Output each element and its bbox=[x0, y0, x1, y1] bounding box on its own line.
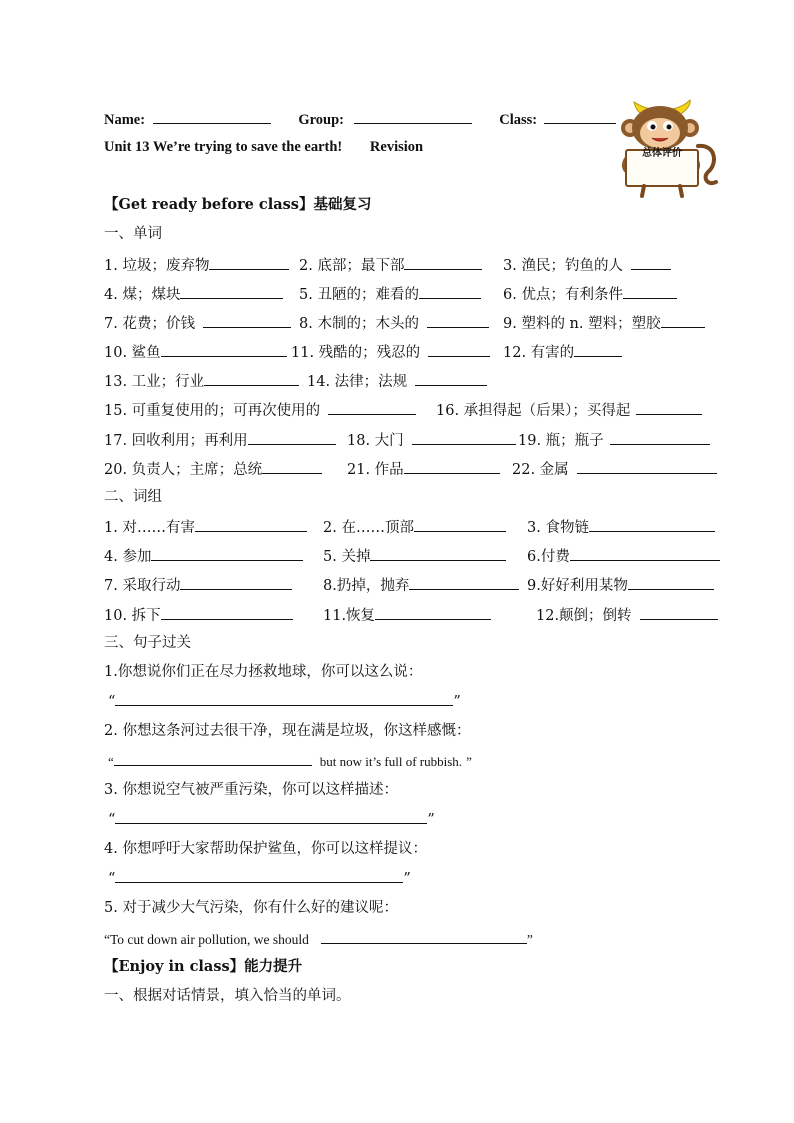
word-prompt: 2. 底部；最下部 bbox=[299, 258, 405, 274]
open-quote: “ bbox=[108, 754, 114, 769]
answer-blank[interactable] bbox=[248, 429, 336, 445]
word-item bbox=[104, 429, 336, 451]
word-prompt: 10. 鲨鱼 bbox=[104, 345, 161, 361]
word-prompt: 14. 法律；法规 bbox=[307, 374, 408, 390]
word-item bbox=[503, 341, 622, 363]
answer-blank[interactable] bbox=[636, 399, 702, 415]
part-title-sentences: 三、句子过关 bbox=[104, 635, 191, 651]
sentence-prompt: 2. 你想这条河过去很干净，现在满是垃圾，你这样感慨： bbox=[104, 723, 471, 739]
word-prompt: 3. 渔民；钓鱼的人 bbox=[503, 258, 623, 274]
answer-blank[interactable] bbox=[577, 458, 717, 474]
phrase-prompt: 8.扔掉，抛弃 bbox=[323, 578, 410, 594]
word-prompt: 13. 工业；行业 bbox=[104, 374, 205, 390]
open-quote: “ bbox=[108, 694, 116, 710]
word-item bbox=[104, 341, 287, 363]
phrase-item bbox=[527, 574, 714, 596]
student-info-row bbox=[104, 108, 616, 130]
phrase-prompt: 4. 参加 bbox=[104, 549, 152, 565]
answer-blank[interactable] bbox=[415, 370, 487, 386]
answer-blank[interactable] bbox=[161, 341, 287, 357]
phrase-prompt: 7. 采取行动 bbox=[104, 578, 181, 594]
answer-blank[interactable] bbox=[661, 312, 705, 328]
answer-blank[interactable] bbox=[151, 545, 303, 561]
word-prompt: 5. 丑陋的；难看的 bbox=[299, 287, 419, 303]
phrase-item bbox=[104, 516, 307, 538]
word-item bbox=[104, 370, 299, 392]
answer-blank[interactable] bbox=[631, 254, 671, 270]
close-quote: ” bbox=[403, 871, 411, 887]
sentence-answer-row bbox=[108, 808, 435, 830]
answer-blank[interactable] bbox=[404, 254, 482, 270]
sentence-fixed-text: “To cut down air pollution, we should bbox=[104, 932, 309, 947]
phrase-item bbox=[323, 545, 506, 567]
word-item bbox=[299, 283, 481, 305]
word-item bbox=[503, 254, 671, 276]
section-title-get-ready: 【Get ready before class】基础复习 bbox=[104, 196, 372, 213]
sentence-fixed-text: but now it’s full of rubbish. bbox=[319, 754, 463, 769]
word-item bbox=[512, 458, 717, 480]
sentence-answer-row bbox=[104, 928, 533, 950]
revision-label: Revision bbox=[369, 139, 424, 155]
word-prompt: 21. 作品 bbox=[347, 462, 404, 478]
word-prompt: 11. 残酷的；残忍的 bbox=[291, 345, 421, 361]
answer-blank[interactable] bbox=[409, 574, 519, 590]
answer-blank[interactable] bbox=[574, 341, 622, 357]
answer-blank[interactable] bbox=[610, 429, 710, 445]
word-prompt: 19. 瓶；瓶子 bbox=[518, 433, 604, 449]
word-prompt: 12. 有害的 bbox=[503, 345, 575, 361]
name-field[interactable] bbox=[153, 108, 271, 124]
part-title-words: 一、单词 bbox=[104, 226, 162, 242]
part-title-fill-words: 一、根据对话情景，填入恰当的单词。 bbox=[104, 988, 351, 1004]
phrase-prompt: 5. 关掉 bbox=[323, 549, 371, 565]
answer-blank[interactable] bbox=[209, 254, 289, 270]
word-prompt: 7. 花费；价钱 bbox=[104, 316, 195, 332]
answer-blank[interactable] bbox=[180, 283, 283, 299]
sentence-prompt: 1.你想说你们正在尽力拯救地球，你可以这么说： bbox=[104, 664, 423, 680]
answer-blank[interactable] bbox=[203, 312, 291, 328]
phrase-prompt: 2. 在……顶部 bbox=[323, 520, 414, 536]
answer-blank[interactable] bbox=[428, 341, 490, 357]
close-quote: ” bbox=[453, 694, 461, 710]
answer-blank[interactable] bbox=[370, 545, 506, 561]
answer-blank[interactable] bbox=[640, 604, 718, 620]
phrase-prompt: 9.好好利用某物 bbox=[527, 578, 628, 594]
answer-blank[interactable] bbox=[589, 516, 715, 532]
answer-blank[interactable] bbox=[419, 283, 481, 299]
answer-blank[interactable] bbox=[570, 545, 720, 561]
word-item bbox=[436, 399, 702, 421]
word-prompt: 17. 回收利用；再利用 bbox=[104, 433, 248, 449]
word-item bbox=[347, 458, 500, 480]
word-prompt: 15. 可重复使用的；可再次使用的 bbox=[104, 403, 321, 419]
word-item bbox=[299, 254, 482, 276]
answer-blank[interactable] bbox=[161, 604, 293, 620]
phrase-item bbox=[104, 574, 292, 596]
phrase-prompt: 12.颠倒；倒转 bbox=[536, 608, 632, 624]
word-prompt: 8. 木制的；木头的 bbox=[299, 316, 419, 332]
sentence-answer-row bbox=[108, 750, 472, 772]
answer-blank[interactable] bbox=[412, 429, 516, 445]
word-item bbox=[299, 312, 489, 334]
word-prompt: 18. 大门 bbox=[347, 433, 404, 449]
word-item bbox=[104, 399, 416, 421]
answer-blank[interactable] bbox=[195, 516, 307, 532]
sentence-prompt: 5. 对于减少大气污染，你有什么好的建议呢： bbox=[104, 900, 398, 916]
group-field[interactable] bbox=[354, 108, 472, 124]
sentence-prompt: 4. 你想呼吁大家帮助保护鲨鱼，你可以这样提议： bbox=[104, 841, 427, 857]
word-prompt: 22. 金属 bbox=[512, 462, 569, 478]
class-field[interactable] bbox=[544, 108, 616, 124]
word-item bbox=[104, 312, 291, 334]
phrase-item bbox=[536, 604, 718, 626]
class-label: Class: bbox=[499, 112, 538, 128]
sentence-prompt: 3. 你想说空气被严重污染，你可以这样描述： bbox=[104, 782, 398, 798]
section-title-enjoy-in-class: 【Enjoy in class】能力提升 bbox=[104, 958, 303, 975]
answer-blank[interactable] bbox=[262, 458, 322, 474]
word-prompt: 4. 煤；煤块 bbox=[104, 287, 181, 303]
answer-blank[interactable] bbox=[414, 516, 506, 532]
close-quote: ” bbox=[427, 812, 435, 828]
answer-blank[interactable] bbox=[115, 808, 427, 824]
part-title-phrases: 二、词组 bbox=[104, 489, 162, 505]
word-item bbox=[104, 254, 289, 276]
word-prompt: 6. 优点；有利条件 bbox=[503, 287, 623, 303]
answer-blank[interactable] bbox=[115, 867, 403, 883]
answer-blank[interactable] bbox=[404, 458, 500, 474]
answer-blank[interactable] bbox=[628, 574, 714, 590]
word-item bbox=[104, 458, 322, 480]
phrase-item: 11.恢复 bbox=[323, 604, 491, 626]
phrase-item bbox=[323, 516, 506, 538]
sentence-answer-row bbox=[108, 690, 461, 712]
phrase-item bbox=[527, 516, 715, 538]
phrase-item bbox=[323, 574, 519, 596]
mascot-sign-text: 总体评价 bbox=[642, 148, 682, 159]
phrase-item bbox=[104, 604, 293, 626]
name-label: Name: bbox=[104, 112, 146, 128]
word-item bbox=[503, 283, 677, 305]
close-quote: ” bbox=[466, 754, 472, 769]
phrase-prompt: 3. 食物链 bbox=[527, 520, 589, 536]
open-quote: “ bbox=[108, 812, 116, 828]
answer-blank[interactable] bbox=[623, 283, 677, 299]
answer-blank[interactable] bbox=[375, 604, 491, 620]
phrase-prompt: 10. 拆下 bbox=[104, 608, 161, 624]
word-item bbox=[104, 283, 283, 305]
unit-title: Unit 13 We’re trying to save the earth! bbox=[104, 139, 343, 155]
phrase-item bbox=[527, 545, 720, 567]
word-item bbox=[347, 429, 516, 451]
close-quote: ” bbox=[526, 932, 533, 947]
word-item bbox=[291, 341, 490, 363]
answer-blank[interactable] bbox=[180, 574, 292, 590]
answer-blank[interactable] bbox=[321, 928, 527, 944]
phrase-prompt: 1. 对……有害 bbox=[104, 520, 195, 536]
unit-title-row bbox=[104, 137, 423, 157]
answer-blank[interactable] bbox=[115, 690, 453, 706]
answer-blank[interactable] bbox=[427, 312, 489, 328]
phrase-item bbox=[104, 545, 303, 567]
word-item bbox=[518, 429, 710, 451]
monkey-with-banana-icon bbox=[612, 94, 722, 200]
group-label: Group: bbox=[298, 112, 344, 128]
word-prompt: 9. 塑料的 n. 塑料；塑胶 bbox=[503, 316, 661, 332]
sentence-answer-row bbox=[108, 867, 411, 889]
answer-blank[interactable] bbox=[328, 399, 416, 415]
word-item bbox=[307, 370, 487, 392]
answer-blank[interactable] bbox=[114, 750, 312, 766]
open-quote: “ bbox=[108, 871, 116, 887]
word-prompt: 16. 承担得起（后果）；买得起 bbox=[436, 403, 631, 419]
word-item bbox=[503, 312, 705, 334]
phrase-prompt: 6.付费 bbox=[527, 549, 570, 565]
word-prompt: 20. 负责人；主席；总统 bbox=[104, 462, 263, 478]
word-prompt: 1. 垃圾；废弃物 bbox=[104, 258, 210, 274]
answer-blank[interactable] bbox=[204, 370, 299, 386]
